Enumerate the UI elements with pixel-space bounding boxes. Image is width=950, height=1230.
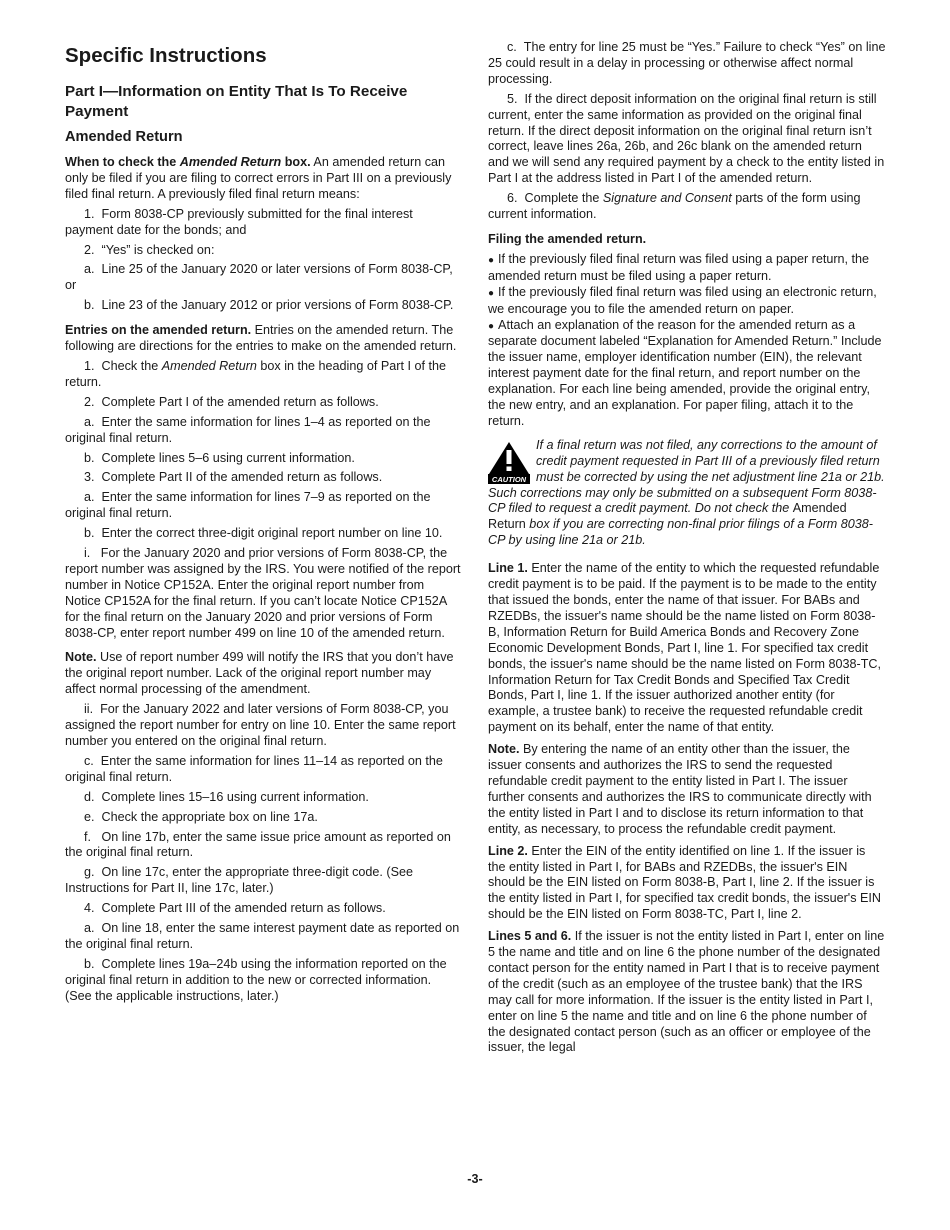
list-item: d. Complete lines 15–16 using current information. bbox=[84, 789, 369, 804]
bullet-item: ● If the previously filed final return was filed using an electronic return, we encourage you to file the amended return on paper. bbox=[488, 284, 877, 316]
filing-heading: Filing the amended return. bbox=[488, 231, 647, 246]
line-2-paragraph: Line 2. Enter the EIN of the entity identified on line 1. If the issuer is the entity listed in Part I, for BABs and RZEDBs, the issuer's EIN should be the EIN listed on Form 8038-B, Part I, line 2. If the issuer is the entity listed in Part I, for specified tax credit bonds, the issuer's EIN should be the EIN listed on Form 8038-TC, Part I, line 2. bbox=[488, 843, 881, 922]
list-item: b. Complete lines 19a–24b using the information reported on the original final return in addition to the new or corrected information. (See the applicable instructions, later.) bbox=[65, 956, 447, 1003]
list-item: i. For the January 2020 and prior versions of Form 8038-CP, the report number was assigned by the IRS. You were notified of the report number in Notice CP152A. Enter the original report number from Notice CP152A for the final return. If you can’t locate Notice CP152A for the final return on the January 2020 and prior versions of Form 8038-CP, enter report number 499 on line 10 of the amended return. bbox=[65, 546, 461, 640]
list-item: 2. “Yes” is checked on: bbox=[84, 242, 215, 257]
list-item: a. On line 18, enter the same interest payment date as reported on the original final return. bbox=[65, 921, 460, 951]
note-paragraph: Note. Use of report number 499 will notify the IRS that you don’t have the original report number. Lack of the original report number may affect normal processing of the amendment. bbox=[65, 650, 454, 697]
note-paragraph: Note. By entering the name of an entity other than the issuer, the issuer consents and authorizes the IRS to send the requested refundable credit payment to the entity listed in Part I. The issuer further consents and authorizes the IRS to communicate directly with the entity listed in Part I and to disclose its return information to that entity, as necessary, to process the refundable credit payment. bbox=[488, 742, 872, 836]
list-item: 1. Check the Amended Return box in the heading of Part I of the return. bbox=[65, 358, 446, 389]
right-column bbox=[488, 40, 886, 1060]
list-item: 4. Complete Part III of the amended return as follows. bbox=[84, 901, 386, 916]
bullet-icon: ● bbox=[488, 320, 495, 332]
bullet-icon: ● bbox=[488, 287, 495, 299]
list-item: c. Enter the same information for lines 11–14 as reported on the original final return. bbox=[65, 753, 443, 784]
list-item: a. Line 25 of the January 2020 or later versions of Form 8038-CP, or bbox=[65, 262, 453, 293]
list-item: f. On line 17b, enter the same issue price amount as reported on the original final return. bbox=[65, 829, 451, 860]
page-number: -3- bbox=[467, 1172, 483, 1186]
entries-paragraph: Entries on the amended return. Entries on the amended return. The following are directions for the entries to make on the amended return. bbox=[65, 323, 457, 354]
left-column bbox=[65, 40, 461, 1009]
list-item: b. Complete lines 5–6 using current information. bbox=[84, 450, 355, 465]
bullet-item: ● Attach an explanation of the reason for the amended return as a separate document labeled “Explanation for Amended Return.” Include the issuer name, employer identification number (EIN), the relevant interest payment date for the final return, and report number on the explanation. For each line being amended, provide the original entry, the new entry, and an explanation. For paper filing, attach it to the return. bbox=[488, 317, 882, 428]
page-title: Specific Instructions bbox=[65, 44, 267, 67]
list-item: ii. For the January 2022 and later versions of Form 8038-CP, you assigned the report number for entry on line 10. Enter the same report number you entered on the original final return. bbox=[65, 702, 456, 748]
when-to-check-paragraph: When to check the Amended Return box. An amended return can only be filed if you are filing to correct errors in Part III on a previously filed final return. A previously filed final return means: bbox=[65, 155, 452, 201]
list-item: 2. Complete Part I of the amended return as follows. bbox=[84, 394, 379, 409]
bullet-icon: ● bbox=[488, 254, 495, 266]
list-item: a. Enter the same information for lines 7–9 as reported on the original final return. bbox=[65, 490, 431, 521]
lines-5-6-paragraph: Lines 5 and 6. If the issuer is not the entity listed in Part I, enter on line 5 the name and title and on line 6 the phone number of the designated contact person for the entity named in Part I that is to receive payment of the credit (such as an employee of the trustee bank) that the IRS may call for more information. If the issuer is the entity listed in Part I, enter on line 5 the name and title and on line 6 the phone number of the designated contact person (such as an officer or employee of the issuer, the legal bbox=[488, 929, 885, 1055]
section-heading: Amended Return bbox=[65, 129, 183, 145]
bullet-item: ● If the previously filed final return was filed using a paper return, the amended return must be filed using a paper return. bbox=[488, 251, 870, 283]
list-item: g. On line 17c, enter the appropriate three-digit code. (See Instructions for Part II, line 17c, later.) bbox=[65, 865, 414, 896]
caution-icon bbox=[488, 440, 530, 484]
list-item: e. Check the appropriate box on line 17a. bbox=[84, 809, 318, 824]
list-item: 1. Form 8038-CP previously submitted for the final interest payment date for the bonds; and bbox=[65, 206, 413, 237]
list-item: 5. If the direct deposit information on the original final return is still current, enter the same information as provided on the original final return. If the direct deposit information on the original final return isn’t correct, leave lines 26a, 26b, and 26c blank on the amended return and we will send any required payment by a check to the entity listed in Part I at the address listed in Part I of the amended return. bbox=[488, 91, 885, 186]
list-item: b. Enter the correct three-digit original report number on line 10. bbox=[84, 526, 443, 541]
list-item: 6. Complete the Signature and Consent parts of the form using current information. bbox=[488, 191, 861, 222]
list-item: c. The entry for line 25 must be “Yes.” Failure to check “Yes” on line 25 could result in a delay in processing or otherwise affect normal processing. bbox=[488, 40, 886, 86]
caution-label: CAUTION bbox=[491, 474, 527, 484]
list-item: 3. Complete Part II of the amended return as follows. bbox=[84, 470, 383, 485]
list-item: b. Line 23 of the January 2012 or prior versions of Form 8038-CP. bbox=[84, 298, 454, 313]
list-item: a. Enter the same information for lines 1–4 as reported on the original final return. bbox=[65, 414, 431, 445]
part-heading: Part I—Information on Entity That Is To Receive Payment bbox=[65, 83, 408, 120]
line-1-paragraph: Line 1. Enter the name of the entity to which the requested refundable credit payment is to be paid. If the payment is to be made to the entity that issued the bonds, enter the name of that issuer. For BABs and RZEDBs, the issuer's name should be the name listed on Form 8038-B, Information Return for Build America Bonds and Recovery Zone Economic Development Bonds, Part I, line 1. For specified tax credit bonds, the issuer's name should be the name listed on Form 8038-TC, Information Return for Tax Credit Bonds and Specified Tax Credit Bonds, Part I, line 1. If the issuer authorized another entity (for example, a trustee bank) to receive the requested refundable credit payment on its behalf, enter the name of that entity. bbox=[488, 561, 882, 735]
caution-box: CAUTION If a final return was not filed, any corrections to the amount of credit payment requested in Part III of a previously filed return must be corrected by using the net adjustment line 21a or 21b. Such corrections may only be submitted on a subsequent Form 8038-CP filed to request a credit payment. Do not check the Amended Return box if you are correcting non-final prior filings of a Form 8038-CP by using line 21a or 21b. bbox=[488, 437, 885, 548]
